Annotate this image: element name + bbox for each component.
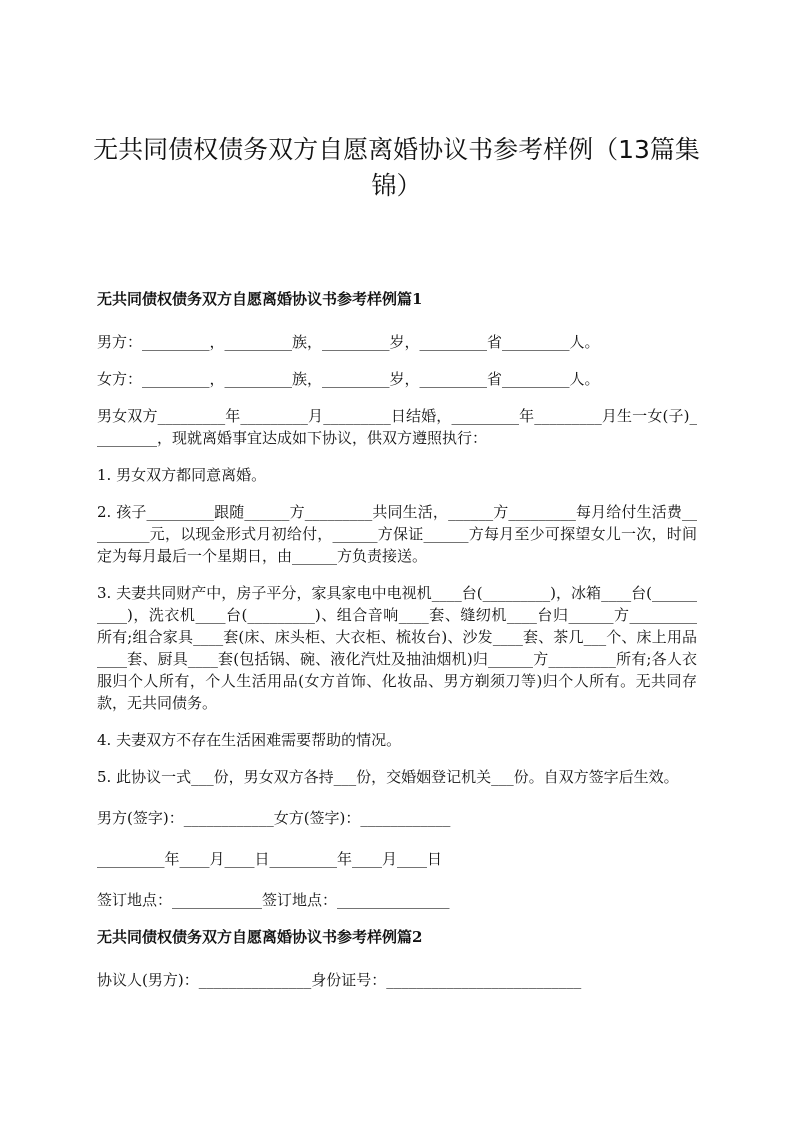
- paragraph-husband-info: 男方：_________，_________族，_________岁，_________省_________人。: [97, 333, 600, 351]
- document-title: 无共同债权债务双方自愿离婚协议书参考样例（13篇集锦）: [93, 135, 700, 200]
- paragraph-clause-3: 3. 夫妻共同财产中，房子平分，家具家电中电视机____台(_________)，冰箱____台(__________)，洗衣机____台(_________)、组合音响____套、缝纫机____台归______方_________所有;组合家具____套(床、床头柜、大衣柜、梳妆台)、沙发____套、茶几___个、床上用品____套、厨具____套(包括锅、碗、液化汽灶及抽油烟机)归______方_________所有;各人衣服归个人所有，个人生活用品(女方首饰、化妆品、男方剃须刀等)归个人所有。无共同存款，无共同债务。: [97, 584, 697, 712]
- document-body: [97, 288, 697, 1006]
- date-line: _________年____月____日_________年____月____日: [97, 850, 443, 868]
- party-id-line: 协议人(男方)：_______________身份证号：__________________________: [97, 971, 582, 989]
- section-heading-2: 无共同债权债务双方自愿离婚协议书参考样例篇2: [97, 928, 423, 946]
- paragraph-clause-4: 4. 夫妻双方不存在生活困难需要帮助的情况。: [97, 731, 402, 749]
- paragraph-clause-5: 5. 此协议一式___份，男女双方各持___份，交婚姻登记机关___份。自双方签字后生效。: [97, 768, 679, 786]
- signature-line: 男方(签字)：____________女方(签字)：____________: [97, 809, 451, 827]
- section-heading-1: 无共同债权债务双方自愿离婚协议书参考样例篇1: [97, 290, 423, 308]
- paragraph-clause-1: 1. 男女双方都同意离婚。: [97, 466, 267, 484]
- location-line: 签订地点：____________签订地点：_______________: [97, 891, 450, 909]
- paragraph-wife-info: 女方：_________，_________族，_________岁，_________省_________人。: [97, 370, 600, 388]
- paragraph-marriage-info: 男女双方_________年_________月_________日结婚，_________年_________月生一女(子)_________，现就离婚事宜达成如下协议，供双方遵照执行：: [97, 407, 697, 447]
- paragraph-clause-2: 2. 孩子_________跟随______方_________共同生活，______方_________每月给付生活费_________元，以现金形式月初给付，______方保证______方每月至少可探望女儿一次，时间定为每月最后一个星期日，由______方负责接送。: [97, 503, 697, 565]
